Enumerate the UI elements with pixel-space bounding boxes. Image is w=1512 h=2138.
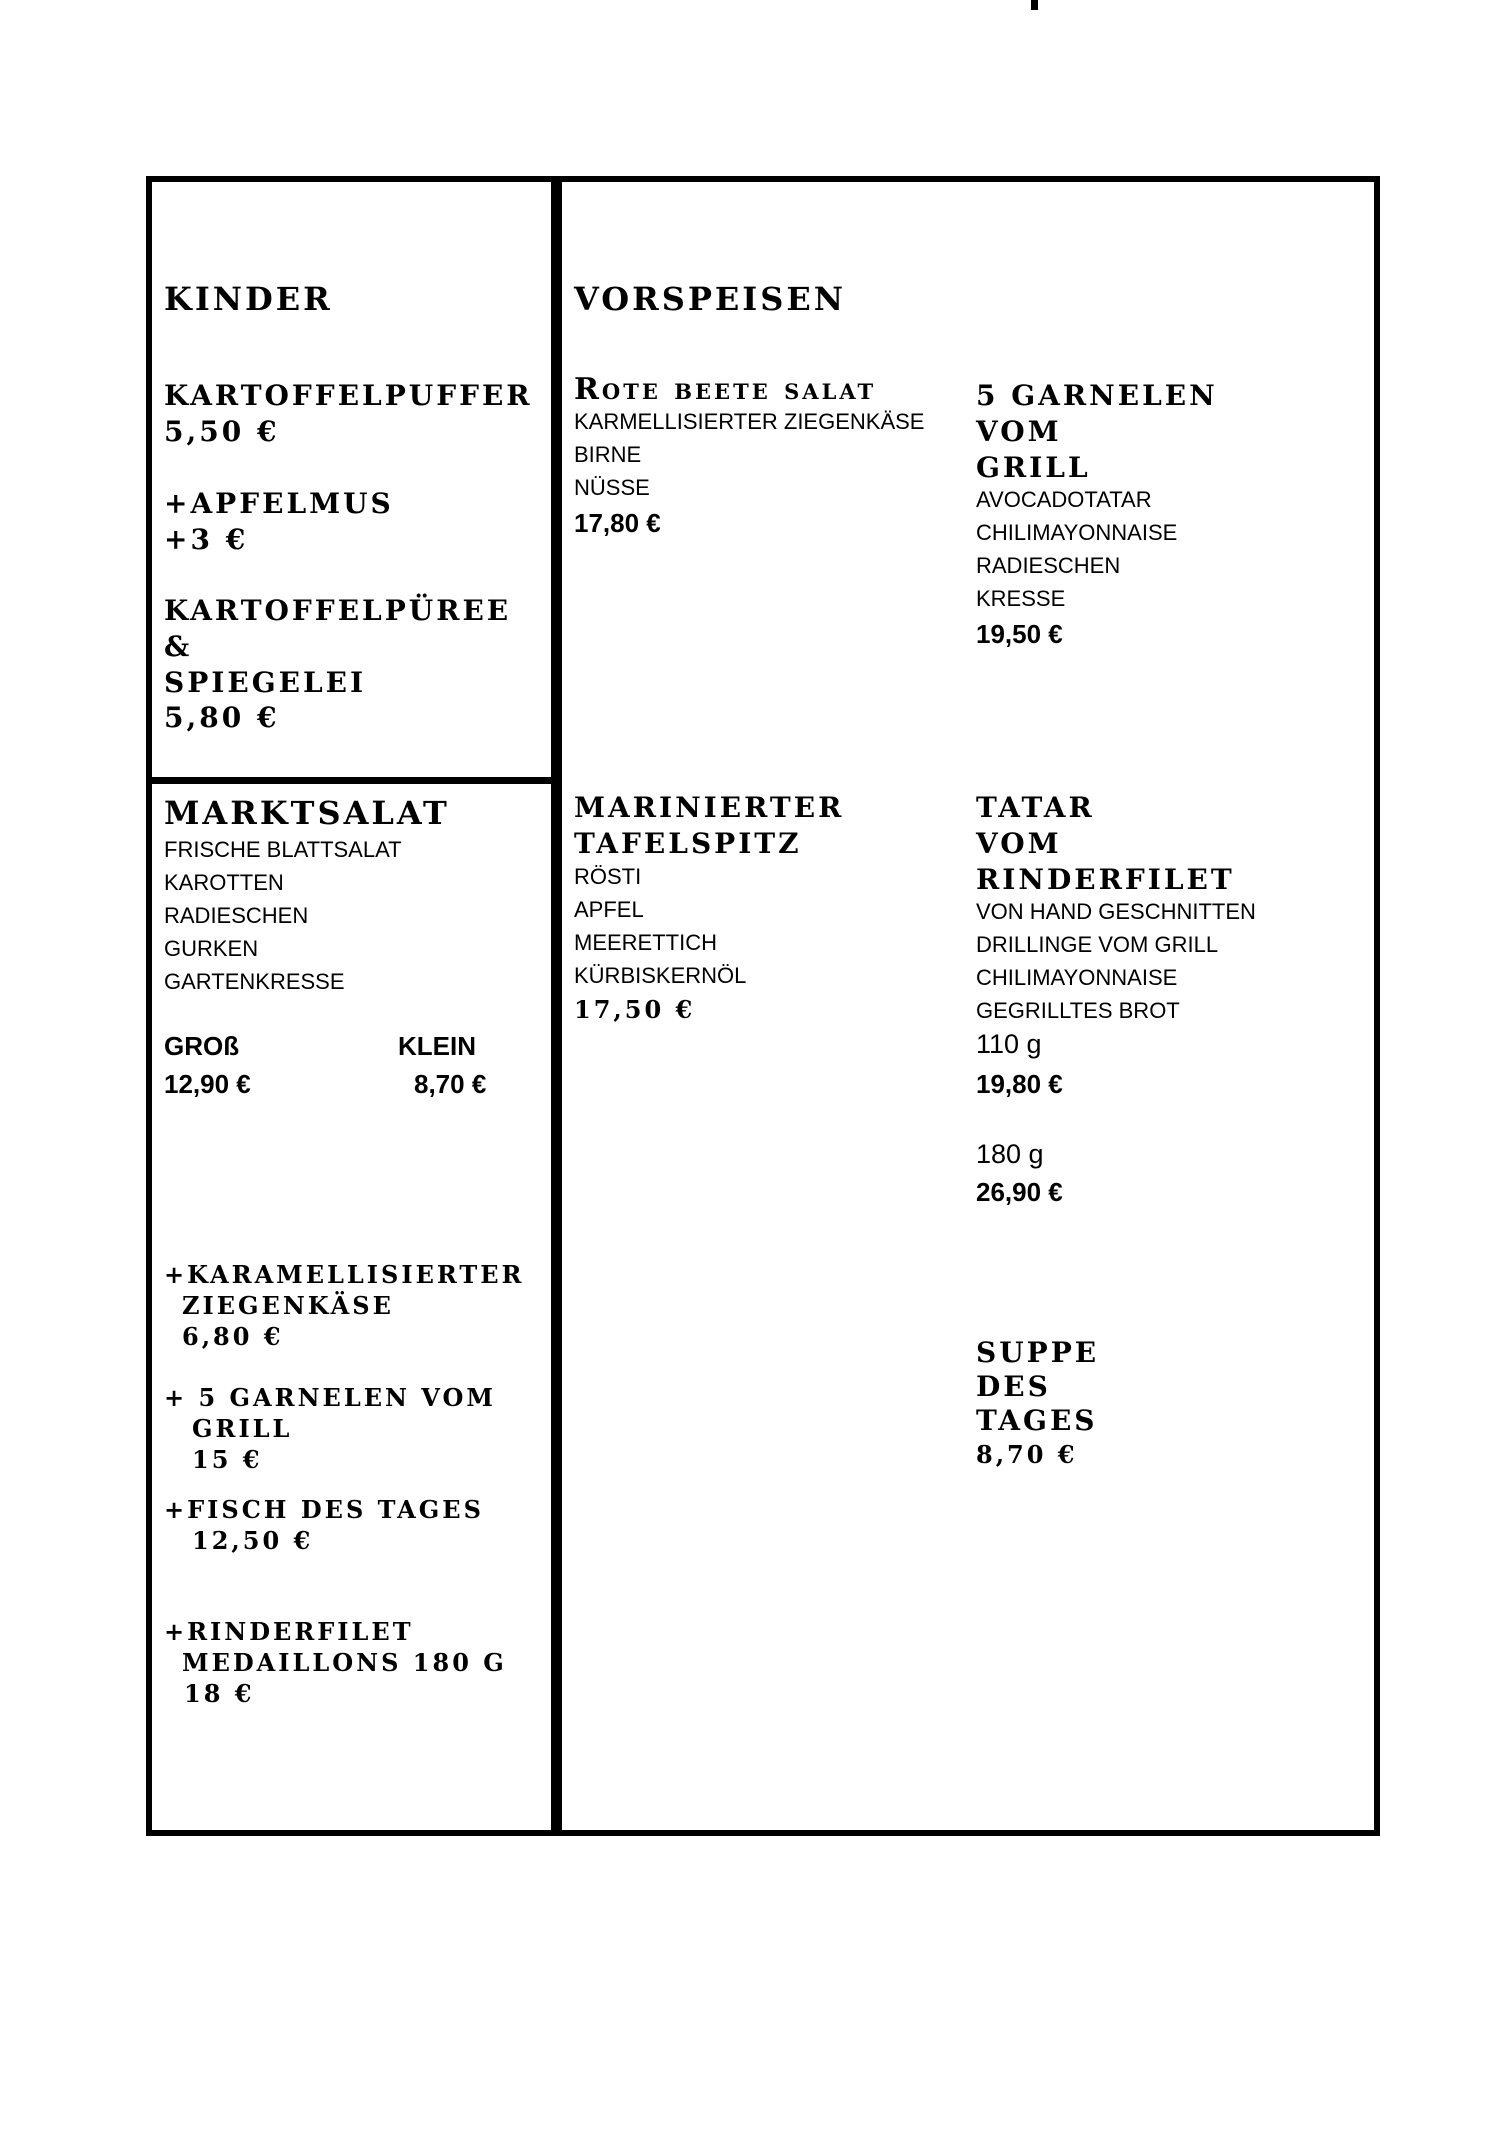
tatar-weight-large: 180 g — [976, 1139, 1044, 1169]
tatar-ingredient: GEGRILLTES BROT — [976, 998, 1180, 1023]
tatar-name-line: RINDERFILET — [976, 863, 1235, 896]
tatar-ingredient: CHILIMAYONNAISE — [976, 965, 1178, 990]
addon-garnelen-line1: + 5 GARNELEN VOM — [164, 1383, 496, 1412]
marktsalat-size-large: GROß — [164, 1031, 240, 1061]
tatar-price-small: 19,80 € — [976, 1069, 1063, 1099]
tafelspitz-ingredient: RÖSTI — [574, 864, 642, 889]
kinder-item-kartoffelpuffer-name: KARTOFFELPUFFER — [164, 379, 533, 412]
suppe-name-line: TAGES — [976, 1404, 1098, 1437]
garnelen-ingredient: AVOCADOTATAR — [976, 487, 1152, 512]
tatar-ingredient: VON HAND GESCHNITTEN — [976, 899, 1256, 924]
addon-ziegenkaese-price: 6,80 € — [182, 1322, 284, 1351]
garnelen-name-line: GRILL — [976, 451, 1091, 484]
rote-beete-ingredient: KARMELLISIERTER ZIEGENKÄSE — [574, 409, 925, 434]
rote-beete-ingredient: NÜSSE — [574, 475, 650, 500]
rote-beete-price: 17,80 € — [574, 508, 661, 538]
garnelen-ingredient: CHILIMAYONNAISE — [976, 520, 1178, 545]
marktsalat-size-small: KLEIN — [398, 1031, 476, 1061]
kinder-item-apfelmus-name: +APFELMUS — [164, 487, 394, 520]
garnelen-ingredient: RADIESCHEN — [976, 553, 1121, 578]
garnelen-name-line: VOM — [976, 415, 1062, 448]
tafelspitz-name-line: MARINIERTER — [574, 791, 845, 824]
kinder-item-pueree-name-2: & — [164, 630, 193, 663]
marktsalat-ingredient: RADIESCHEN — [164, 903, 309, 928]
marktsalat-price-small: 8,70 € — [414, 1069, 487, 1099]
addon-garnelen-price: 15 € — [192, 1445, 263, 1474]
rote-beete-name: Rote beete salat — [574, 372, 877, 407]
addon-fisch-price: 12,50 € — [192, 1526, 314, 1555]
marktsalat-title: MARKTSALAT — [164, 794, 450, 832]
suppe-name-line: DES — [976, 1370, 1051, 1403]
suppe-price: 8,70 € — [976, 1440, 1078, 1469]
addon-fisch-line1: +FISCH DES TAGES — [164, 1495, 484, 1524]
garnelen-price: 19,50 € — [976, 619, 1063, 649]
marktsalat-ingredient: GURKEN — [164, 936, 259, 961]
rote-beete-ingredient: BIRNE — [574, 442, 642, 467]
kinder-item-kartoffelpuffer-price: 5,50 € — [164, 415, 280, 448]
top-edge-mark — [1031, 0, 1038, 10]
addon-ziegenkaese-line2: ZIEGENKÄSE — [182, 1291, 394, 1320]
marktsalat-ingredient: FRISCHE BLATTSALAT — [164, 837, 402, 862]
vorspeisen-title: VORSPEISEN — [574, 280, 847, 318]
kinder-item-pueree-price: 5,80 € — [164, 701, 280, 734]
marktsalat-ingredient: GARTENKRESSE — [164, 969, 345, 994]
marktsalat-ingredient: KAROTTEN — [164, 870, 284, 895]
addon-rinderfilet-price: 18 € — [184, 1679, 255, 1708]
kinder-item-apfelmus-price: +3 € — [164, 523, 249, 556]
suppe-name-line: SUPPE — [976, 1336, 1100, 1369]
tatar-name-line: TATAR — [976, 791, 1095, 824]
tatar-name-line: VOM — [976, 827, 1062, 860]
addon-ziegenkaese-line1: +KARAMELLISIERTER — [164, 1260, 525, 1289]
kinder-title: KINDER — [164, 280, 333, 318]
tafelspitz-price: 17,50 € — [574, 995, 696, 1024]
tafelspitz-ingredient: MEERETTICH — [574, 930, 717, 955]
tafelspitz-ingredient: KÜRBISKERNÖL — [574, 963, 747, 988]
tafelspitz-name-line: TAFELSPITZ — [574, 827, 802, 860]
addon-garnelen-line2: GRILL — [192, 1414, 293, 1443]
kinder-item-pueree-name-3: SPIEGELEI — [164, 666, 367, 699]
marktsalat-price-large: 12,90 € — [164, 1069, 251, 1099]
column-divider — [551, 176, 562, 1836]
garnelen-ingredient: KRESSE — [976, 586, 1066, 611]
tafelspitz-ingredient: APFEL — [574, 897, 644, 922]
kinder-item-pueree-name-1: KARTOFFELPÜREE — [164, 594, 512, 627]
addon-rinderfilet-line1: +RINDERFILET — [164, 1617, 414, 1646]
garnelen-name-line: 5 GARNELEN — [976, 379, 1218, 412]
tatar-price-large: 26,90 € — [976, 1177, 1063, 1207]
kinder-section-divider — [146, 777, 556, 784]
tatar-ingredient: DRILLINGE VOM GRILL — [976, 932, 1219, 957]
tatar-weight-small: 110 g — [976, 1029, 1042, 1059]
addon-rinderfilet-line2: MEDAILLONS 180 G — [182, 1648, 507, 1677]
